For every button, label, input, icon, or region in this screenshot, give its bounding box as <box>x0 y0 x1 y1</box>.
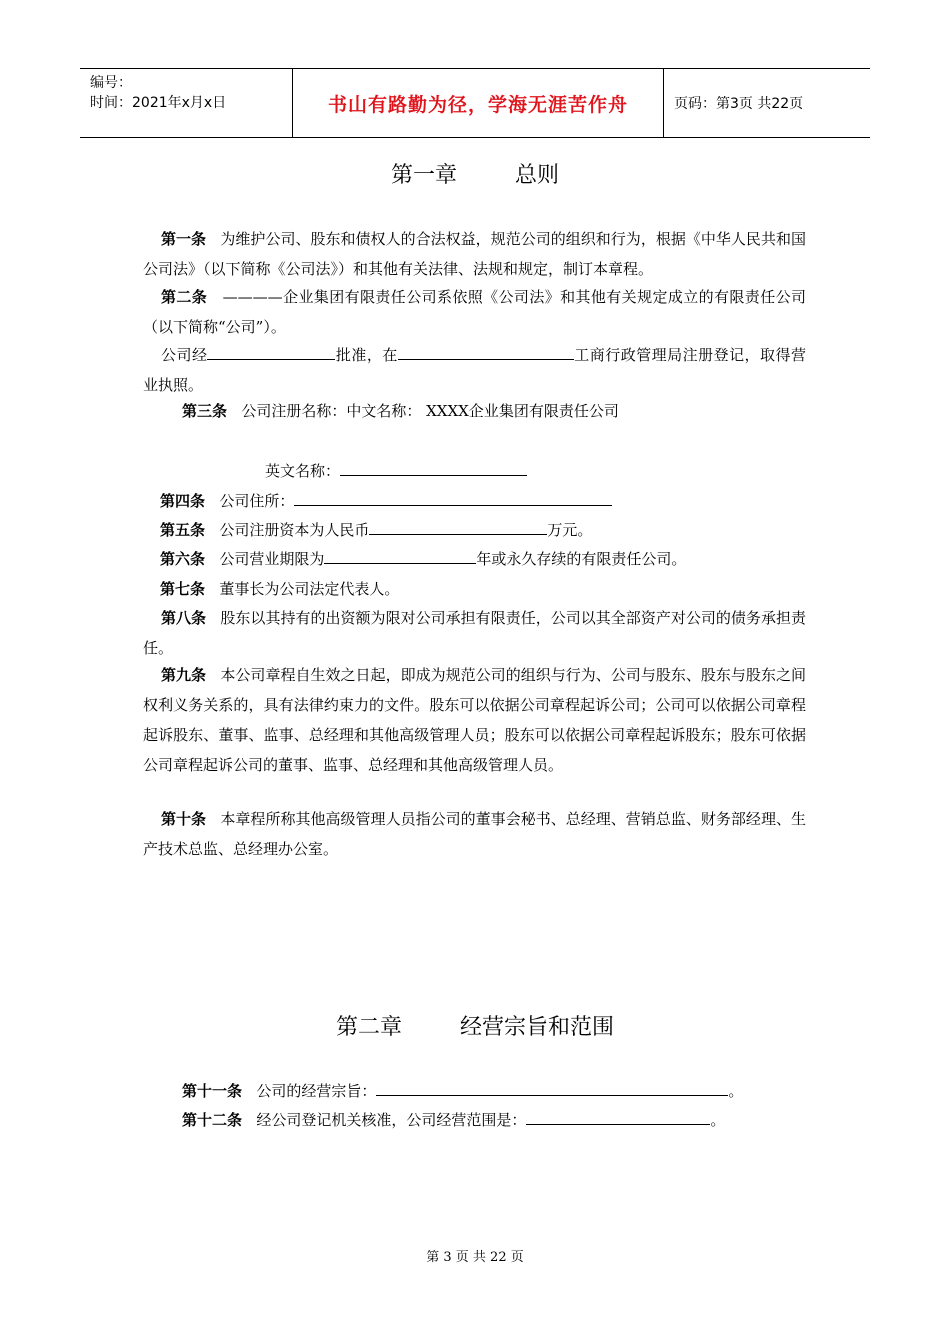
article-text: 公司注册名称：中文名称： XXXX企业集团有限责任公司 <box>241 402 619 420</box>
chapter-1-name: 总则 <box>515 163 560 188</box>
blank-approval-authority[interactable] <box>207 343 335 360</box>
article-label: 第一条 <box>161 230 207 248</box>
article-7 <box>160 574 399 604</box>
article-10 <box>143 804 806 864</box>
approval-paragraph <box>143 340 806 400</box>
article-label: 第三条 <box>182 402 228 420</box>
approval-text-a: 公司经 <box>161 346 208 364</box>
english-name-label: 英文名称： <box>265 462 341 480</box>
time-label: 时间：2021年x月x日 <box>90 95 227 111</box>
page-footer: 第 3 页 共 22 页 <box>426 1250 524 1265</box>
article-label: 第九条 <box>161 666 207 684</box>
article-11 <box>182 1076 743 1106</box>
article-12 <box>182 1105 725 1135</box>
article-9 <box>143 660 806 780</box>
article-3 <box>182 396 619 426</box>
page-header <box>80 68 870 138</box>
article-label: 第十一条 <box>182 1082 243 1100</box>
article-label: 第二条 <box>161 288 208 306</box>
chapter-2-title <box>0 1010 950 1041</box>
article-text: 董事长为公司法定代表人。 <box>219 580 400 598</box>
article-text: 股东以其持有的出资额为限对公司承担有限责任，公司以其全部资产对公司的债务承担责任。 <box>143 609 806 657</box>
article-text: 公司注册资本为人民币 <box>219 521 370 539</box>
article-text: 公司的经营宗旨： <box>256 1082 377 1100</box>
article-suffix: 。 <box>728 1082 744 1100</box>
chapter-2-name: 经营宗旨和范围 <box>460 1015 615 1040</box>
chapter-2-number: 第二章 <box>335 1015 402 1040</box>
article-label: 第四条 <box>160 492 206 510</box>
chapter-1-number: 第一章 <box>390 163 457 188</box>
blank-business-purpose[interactable] <box>376 1079 728 1096</box>
blank-business-scope[interactable] <box>526 1108 710 1125</box>
article-5 <box>160 515 592 545</box>
article-2 <box>143 282 806 342</box>
chapter-1-title <box>0 158 950 189</box>
header-motto: 书山有路勤为径，学海无涯苦作舟 <box>293 69 664 137</box>
article-text: 公司住所： <box>219 492 295 510</box>
article-6 <box>160 544 686 574</box>
article-label: 第七条 <box>160 580 206 598</box>
article-label: 第六条 <box>160 550 206 568</box>
blank-registry-office[interactable] <box>398 343 574 360</box>
article-label: 第八条 <box>161 609 207 627</box>
article-text: 本章程所称其他高级管理人员指公司的董事会秘书、总经理、营销总监、财务部经理、生产技术总监、总经理办公室。 <box>143 810 806 858</box>
header-page-info: 页码：第3页 共22页 <box>674 96 804 112</box>
article-suffix: 年或永久存续的有限责任公司。 <box>476 550 687 568</box>
blank-english-name[interactable] <box>340 459 527 476</box>
article-suffix: 万元。 <box>547 521 593 539</box>
article-label: 第十条 <box>161 810 207 828</box>
header-meta <box>80 69 293 137</box>
article-text: 为维护公司、股东和债权人的合法权益，规范公司的组织和行为，根据《中华人民共和国公司法》（以下简称《公司法》）和其他有关法律、法规和规定，制订本章程。 <box>143 230 806 278</box>
article-4 <box>160 486 612 516</box>
blank-address[interactable] <box>294 489 612 506</box>
english-name-line <box>265 456 527 486</box>
blank-business-term[interactable] <box>324 547 476 564</box>
article-text: 本公司章程自生效之日起，即成为规范公司的组织与行为、公司与股东、股东与股东之间权利义务关系的，具有法律约束力的文件。股东可以依据公司章程起诉公司；公司可以依据公司章程起诉股东、董事、监事、总经理和其他高级管理人员；股东可以依据公司章程起诉股东；股东可依据公司章程起诉公司的董事、监事、总经理和其他高级管理人员。 <box>143 666 806 774</box>
article-label: 第十二条 <box>182 1111 243 1129</box>
article-text: ————企业集团有限责任公司系依照《公司法》和其他有关规定成立的有限责任公司（以下简称“公司”）。 <box>143 288 806 336</box>
number-label: 编号： <box>90 75 132 91</box>
article-text: 公司营业期限为 <box>219 550 325 568</box>
approval-text-b: 批准，在 <box>335 346 398 364</box>
blank-registered-capital[interactable] <box>369 518 547 535</box>
approval-text-c: 工商行政管理局注册登记，取得营业执照。 <box>143 346 806 394</box>
article-label: 第五条 <box>160 521 206 539</box>
article-1 <box>143 224 806 284</box>
article-8 <box>143 603 806 663</box>
article-suffix: 。 <box>710 1111 726 1129</box>
article-text: 经公司登记机关核准，公司经营范围是： <box>256 1111 527 1129</box>
